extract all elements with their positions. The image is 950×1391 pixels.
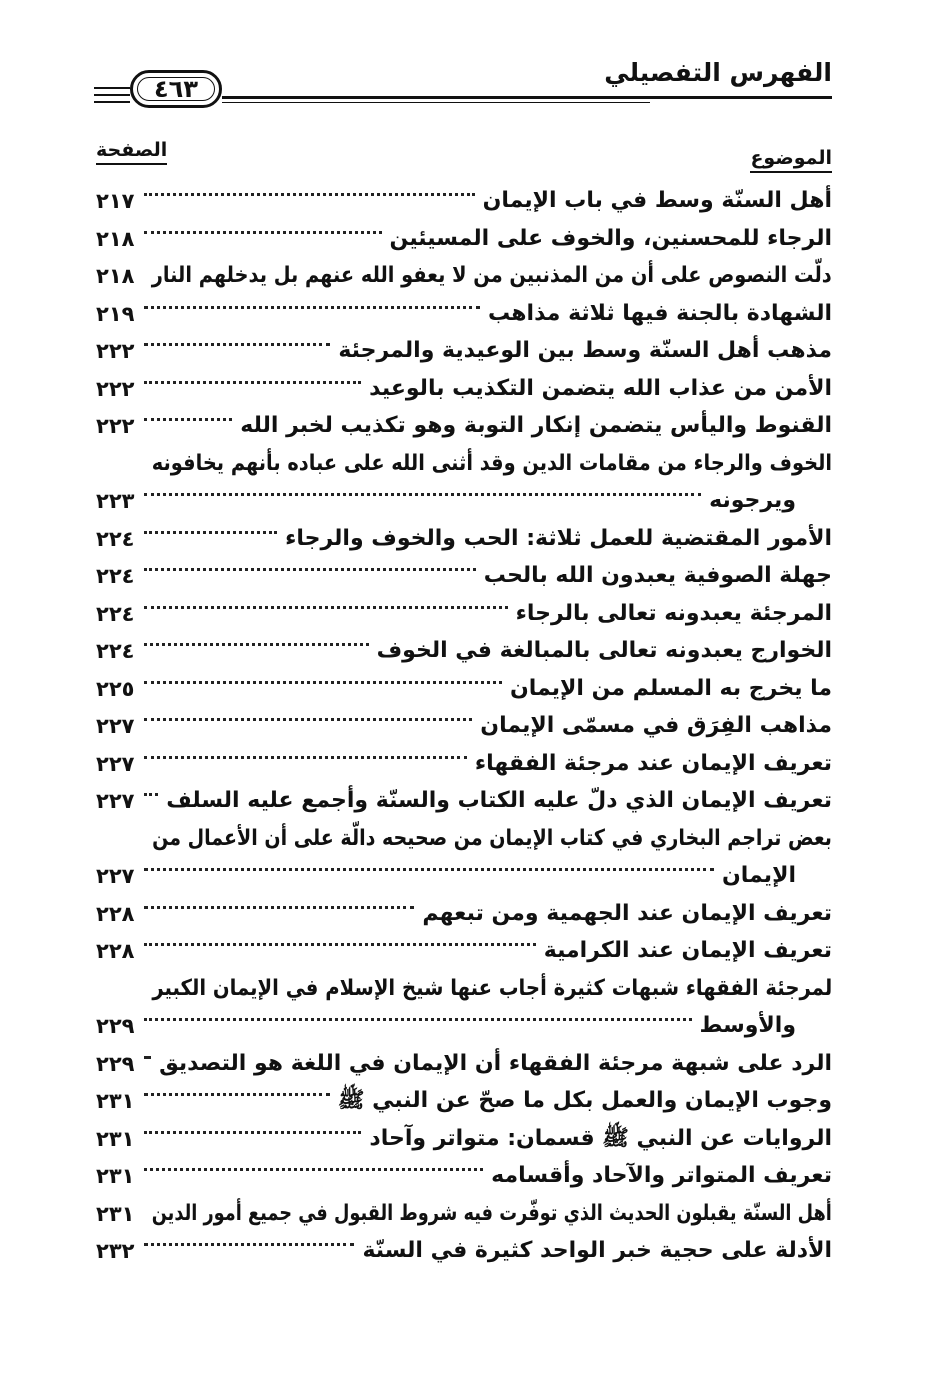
dot-leader	[144, 756, 467, 759]
toc-entry	[96, 371, 832, 409]
dot-leader	[144, 793, 158, 796]
header-rule-left-3	[94, 101, 130, 103]
toc-entry-page: ٢٢٧	[96, 714, 135, 738]
toc-entry-page: ٢٢٤	[96, 526, 135, 551]
toc-entry-title: ما يخرج به المسلم من الإيمان	[510, 675, 832, 701]
toc-entry	[96, 1008, 832, 1046]
toc-entry-page: ٢١٨	[96, 264, 135, 288]
column-header-topic: الموضوع	[750, 146, 832, 173]
toc-entry	[96, 183, 832, 221]
toc-entry	[96, 1233, 832, 1271]
toc-entry	[96, 633, 832, 671]
dot-leader	[144, 1168, 483, 1171]
toc-entry-title: الأمور المقتضية للعمل ثلاثة: الحب والخوف والرجاء	[285, 525, 832, 551]
toc-entry-title: الرد على شبهة مرجئة الفقهاء أن الإيمان في اللغة هو التصديق	[159, 1050, 832, 1076]
toc-entry-page: ٢٢٨	[96, 939, 135, 963]
toc-entry-page: ٢٣١	[96, 1201, 135, 1226]
dot-leader	[144, 1018, 692, 1021]
dot-leader	[144, 531, 277, 534]
toc-entry-title: أهل السنّة يقبلون الحديث الذي توفّرت فيه شروط القبول في جميع أمور الدين	[151, 1200, 832, 1226]
toc-entry-title: تعريف الإيمان عند الكرامية	[543, 938, 832, 963]
dot-leader	[144, 568, 476, 571]
page-number-cartouche	[130, 70, 222, 108]
toc-entry-page: ٢١٧	[96, 189, 135, 213]
toc-entries	[96, 183, 832, 1271]
toc-entry-page: ٢١٩	[96, 301, 135, 326]
dot-leader	[144, 493, 701, 496]
toc-entry	[96, 221, 832, 259]
dot-leader	[144, 1056, 151, 1059]
toc-entry	[96, 333, 832, 371]
toc-entry-title: القنوط واليأس يتضمن إنكار التوبة وهو تكذيب لخبر الله	[240, 413, 832, 438]
toc-entry	[96, 258, 832, 296]
page-number: ٤٦٣	[154, 75, 198, 103]
toc-entry	[96, 971, 832, 1009]
toc-entry-title: الإيمان	[722, 863, 796, 888]
dot-leader	[144, 643, 369, 646]
toc-entry	[96, 1158, 832, 1196]
toc-entry-title: والأوسط	[699, 1013, 796, 1038]
toc-entry	[96, 1046, 832, 1084]
toc-entry-title: الأمن من عذاب الله يتضمن التكذيب بالوعيد	[369, 375, 832, 401]
toc-entry-page: ٢٢٤	[96, 564, 135, 588]
header-rule-left-2	[94, 94, 130, 96]
running-title: الفهرس التفصيلي	[604, 58, 832, 87]
toc-entry-title: بعض تراجم البخاري في كتاب الإيمان من صحيحه دالّة على أن الأعمال من	[152, 825, 832, 851]
toc-entry-title: الرجاء للمحسنين، والخوف على المسيئين	[389, 225, 832, 251]
toc-entry	[96, 408, 832, 446]
dot-leader	[144, 418, 232, 421]
toc-entry-page: ٢٢٩	[96, 1014, 135, 1038]
toc-entry-title: الخوف والرجاء من مقامات الدين وقد أثنى الله على عباده بأنهم يخافونه	[151, 450, 832, 476]
toc-entry	[96, 1121, 832, 1159]
toc-entry	[96, 1196, 832, 1234]
page-header	[0, 0, 950, 130]
toc-entry-page: ٢٢٢	[96, 376, 135, 401]
dot-leader	[144, 606, 508, 609]
dot-leader	[144, 1131, 361, 1134]
toc-entry	[96, 296, 832, 334]
toc-entry	[96, 783, 832, 821]
toc-entry	[96, 483, 832, 521]
column-header-page: الصفحة	[96, 138, 167, 165]
toc-entry-page: ٢٢٥	[96, 676, 135, 701]
dot-leader	[144, 681, 502, 684]
dot-leader	[144, 343, 330, 346]
toc-entry	[96, 1083, 832, 1121]
toc-entry-page: ٢٢٢	[96, 414, 135, 438]
toc-entry-title: لمرجئة الفقهاء شبهات كثيرة أجاب عنها شيخ الإسلام في الإيمان الكبير	[152, 975, 832, 1001]
dot-leader	[144, 231, 382, 234]
dot-leader	[144, 943, 536, 946]
toc-entry	[96, 558, 832, 596]
toc-entry-title: الأدلة على حجية خبر الواحد كثيرة في السنّة	[362, 1238, 832, 1263]
toc-entry-page: ٢٣١	[96, 1164, 135, 1188]
toc-entry	[96, 671, 832, 709]
toc-entry	[96, 821, 832, 859]
toc-entry-title: مذهب أهل السنّة وسط بين الوعيدية والمرجئة	[338, 338, 832, 363]
header-rule-left	[94, 87, 130, 89]
toc-entry-title: تعريف الإيمان عند الجهمية ومن تبعهم	[422, 900, 832, 926]
toc-entry-title: أهل السنّة وسط في باب الإيمان	[482, 188, 832, 213]
toc-entry-page: ٢٢٤	[96, 601, 135, 626]
dot-leader	[144, 906, 414, 909]
toc-entry-page: ٢٢٢	[96, 339, 135, 363]
toc-entry-page: ٢٢٧	[96, 864, 135, 888]
dot-leader	[144, 193, 475, 196]
toc-entry-page: ٢٢٣	[96, 489, 135, 513]
toc-entry-page: ٢٢٧	[96, 789, 135, 813]
toc-entry-title: المرجئة يعبدونه تعالى بالرجاء	[515, 600, 832, 626]
toc-entry-title: تعريف المتواتر والآحاد وأقسامه	[491, 1163, 832, 1188]
toc-entry	[96, 446, 832, 484]
toc-entry-page: ٢٢٨	[96, 901, 135, 926]
toc-entry	[96, 746, 832, 784]
toc-entry-title: تعريف الإيمان عند مرجئة الفقهاء	[474, 750, 832, 776]
toc-entry-page: ٢٢٧	[96, 751, 135, 776]
dot-leader	[144, 306, 480, 309]
toc-entry-page: ٢٣١	[96, 1089, 135, 1113]
toc-entry-page: ٢٢٤	[96, 639, 135, 663]
header-rule-right-thin	[222, 102, 650, 103]
toc-entry-page: ٢١٨	[96, 226, 135, 251]
toc-entry-title: دلّت النصوص على أن من المذنبين من لا يعفو الله عنهم بل يدخلهم النار	[151, 263, 832, 288]
toc-entry-title: الشهادة بالجنة فيها ثلاثة مذاهب	[488, 300, 832, 326]
dot-leader	[144, 718, 472, 721]
toc-entry-page: ٢٣١	[96, 1126, 135, 1151]
toc-entry-title: تعريف الإيمان الذي دلّ عليه الكتاب والسنّة وأجمع عليه السلف	[166, 788, 832, 813]
toc-entry	[96, 708, 832, 746]
toc-entry	[96, 596, 832, 634]
toc-entry-title: الخوارج يعبدونه تعالى بالمبالغة في الخوف	[376, 638, 832, 663]
toc-entry-title: مذاهب الفِرَق في مسمّى الإيمان	[480, 713, 832, 738]
toc-entry	[96, 521, 832, 559]
toc-entry-title: الروايات عن النبي ﷺ قسمان: متواتر وآحاد	[369, 1125, 832, 1151]
dot-leader	[144, 1093, 330, 1096]
toc-entry-page: ٢٢٩	[96, 1051, 135, 1076]
dot-leader	[144, 868, 714, 871]
toc-entry-page: ٢٣٢	[96, 1239, 135, 1263]
toc-entry	[96, 933, 832, 971]
toc-entry	[96, 858, 832, 896]
toc-entry-title: وجوب الإيمان والعمل بكل ما صحّ عن النبي ﷺ	[337, 1088, 832, 1113]
dot-leader	[144, 1243, 354, 1246]
header-rule-right	[222, 96, 832, 99]
dot-leader	[144, 381, 361, 384]
toc-entry-title: ويرجونه	[709, 488, 796, 513]
toc-entry	[96, 896, 832, 934]
toc-entry-title: جهلة الصوفية يعبدون الله بالحب	[483, 563, 832, 588]
